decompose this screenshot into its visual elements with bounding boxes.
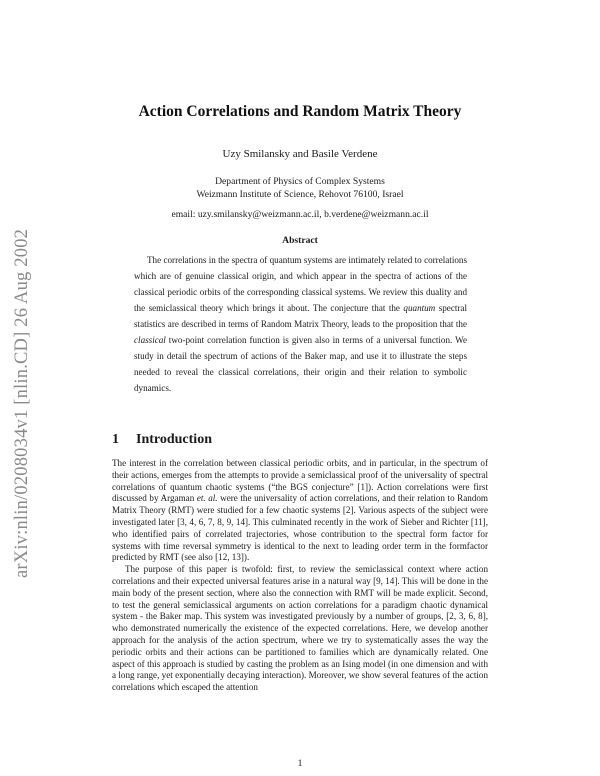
abstract-heading: Abstract: [282, 235, 318, 246]
intro-paragraph-1-part2: were the universality of action correlations, and their relation to Random Matrix Theory (RMT) were studied for a few chaotic systems [2]. Various aspects of the subject were investigated later [3, 4, 6, 7, 8, 9, 14]. This culminated recently in the work of Sieber and Richter [11], who identified pairs of correlated trajectories, whose contribution to the spectral form factor for systems with time reversal symmetry is identical to the next to leading order term in the formfactor predicted by RMT (see also [12, 13]).: [112, 493, 488, 563]
abstract-emphasis-quantum: quantum: [403, 303, 436, 313]
affiliation-institute: Weizmann Institute of Science, Rehovot 76100, Israel: [196, 188, 404, 200]
affiliation-department: Department of Physics of Complex Systems: [215, 176, 385, 187]
section-title: Introduction: [136, 432, 212, 447]
intro-emphasis-et-al: et. al.: [196, 493, 218, 504]
intro-paragraph-1-part1: The interest in the correlation between classical periodic orbits, and in particular, in the spectrum of their actions, emerges from the attempts to provide a semiclassical proof of the universality of spectral correlations of quantum chaotic systems (“the BGS conjecture” [1]). Action correlations were first discussed by Argaman: [112, 458, 488, 504]
intro-paragraph-2: The purpose of this paper is twofold: first, to review the semiclassical context where action correlations and their expected universal features arise in a natural way [9, 14]. This will be done in the main body of the present section, where also the connection with RMT will be made explicit. Second, to test the general semiclassical arguments on action correlations for a paradigm chaotic dynamical system - the Baker map. This system was investigated previously by a number of groups, [2, 3, 6, 8], who demonstrated numerically the existence of the expected correlations. Here, we develop another approach for the analysis of the action spectrum, where we try to systematically asses the way the periodic orbits and their actions can be partitioned to families which are dynamically related. One aspect of this approach is studied by casting the problem as an Ising model (in one dimension and with a long range, yet exponentially decaying interaction). Moreover, we show several features of the action correlations which escaped the attention: [112, 564, 488, 693]
abstract-text-part2: spectral statistics are described in terms of Random Matrix Theory, leads to the proposition that the: [134, 303, 467, 329]
abstract-text-part1: The correlations in the spectra of quantum systems are intimately related to correlations which are of genuine classical origin, and which appear in the spectra of actions of the classical periodic orbits of the corresponding classical systems. We review this duality and the semiclassical theory which brings it about. The conjecture that the: [134, 255, 467, 313]
abstract-text-part3: two-point correlation function is given also in terms of a universal function. We study in detail the spectrum of actions of the Baker map, and use it to illustrate the steps needed to reveal the classical correlations, their origin and their relation to symbolic dynamics.: [134, 335, 467, 393]
author-emails: email: uzy.smilansky@weizmann.ac.il, b.verdene@weizmann.ac.il: [171, 209, 429, 220]
page-number: 1: [297, 758, 303, 769]
affiliation: [0, 176, 600, 201]
arxiv-identifier-stamp: arXiv:nlin/0208034v1 [nlin.CD] 26 Aug 2002: [12, 228, 32, 578]
section-heading-introduction: [112, 432, 512, 448]
section-number: 1: [112, 432, 119, 447]
introduction-body: [112, 458, 488, 694]
abstract-text: [134, 252, 467, 396]
authors: Uzy Smilansky and Basile Verdene: [222, 148, 378, 160]
paper-title: Action Correlations and Random Matrix Theory: [138, 103, 462, 120]
abstract-emphasis-classical: classical: [134, 335, 166, 345]
intro-paragraph-1: [112, 458, 488, 564]
